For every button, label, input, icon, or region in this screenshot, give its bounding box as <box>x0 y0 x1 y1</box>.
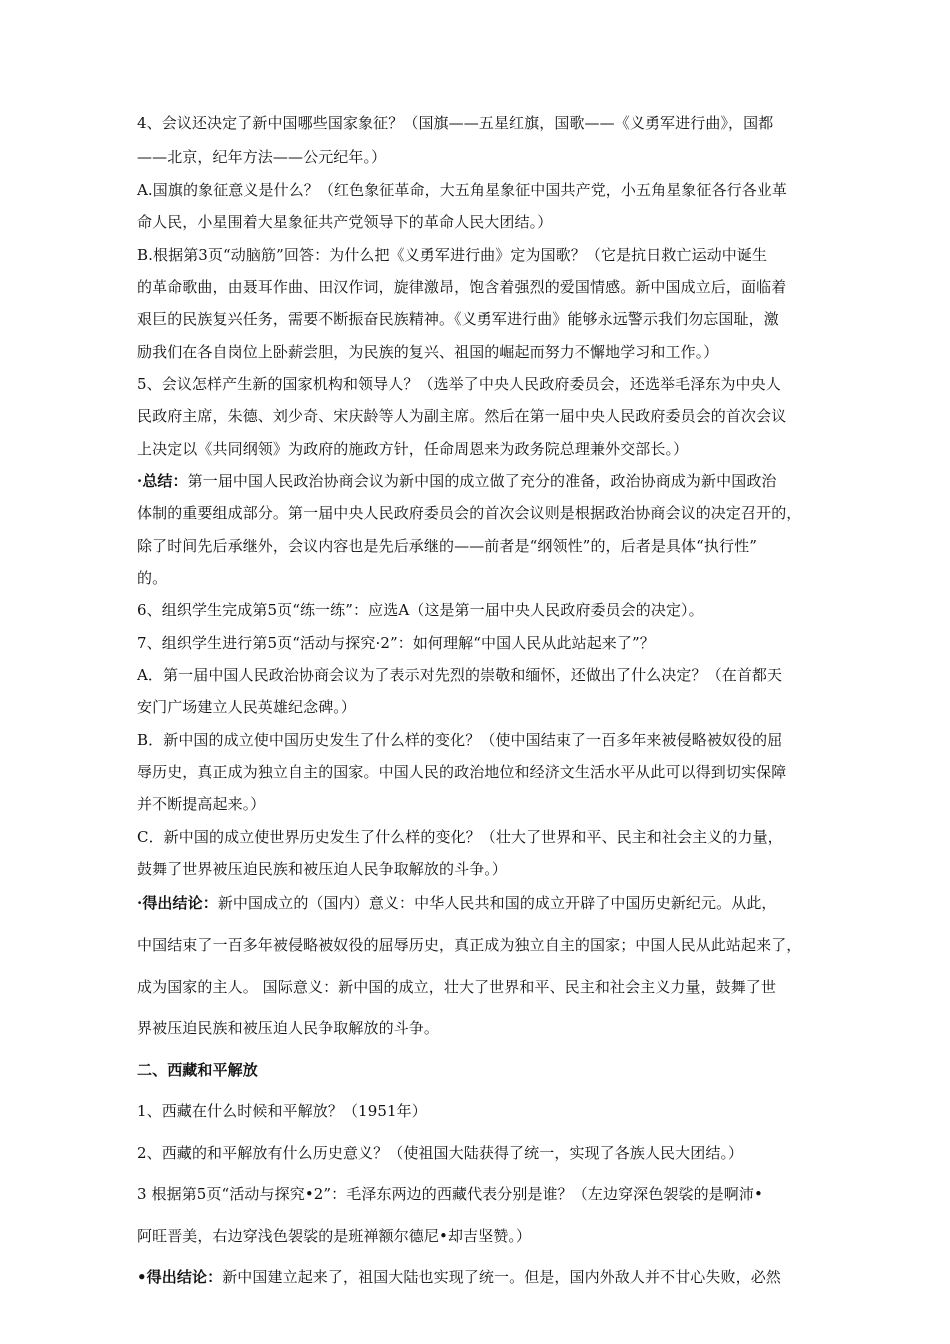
summary-line <box>137 471 867 491</box>
paragraph-line: B.根据第3页“动脑筋”回答：为什么把《义勇军进行曲》定为国歌？（它是抗日救亡运动中诞生 <box>137 246 768 264</box>
paragraph-line: 艰巨的民族复兴任务，需要不断振奋民族精神。《义勇军进行曲》能够永远警示我们勿忘国耻，激 <box>137 310 779 328</box>
paragraph-line: 4、会议还决定了新中国哪些国家象征？（国旗——五星红旗，国歌——《义勇军进行曲》，国都 <box>137 114 774 132</box>
paragraph-line: 的革命歌曲，由聂耳作曲、田汉作词，旋律激昂，饱含着强烈的爱国情感。新中国成立后，面临着 <box>137 278 787 296</box>
paragraph-line: 3 根据第5页“活动与探究•2”：毛泽东两边的西藏代表分别是谁？（左边穿深色袈裟的是啊沛• <box>137 1185 763 1203</box>
paragraph-line: 成为国家的主人。 国际意义：新中国的成立，壮大了世界和平、民主和社会主义力量，鼓舞了世 <box>137 978 777 996</box>
paragraph-line: 中国结束了一百多年被侵略被奴役的屈辱历史，真正成为独立自主的国家；中国人民从此站起来了， <box>137 936 802 954</box>
paragraph-line: 7、组织学生进行第5页“活动与探究·2”：如何理解“中国人民从此站起来了”？ <box>137 634 655 652</box>
paragraph-line: 除了时间先后承继外，会议内容也是先后承继的——前者是“纲领性”的，后者是具体“执行性” <box>137 537 757 555</box>
section-heading: 二、西藏和平解放 <box>137 1061 258 1079</box>
conclusion-line <box>137 893 867 913</box>
paragraph-line: ——北京，纪年方法——公元纪年。） <box>137 148 387 166</box>
paragraph-line: 安门广场建立人民英雄纪念碑。） <box>137 698 357 716</box>
conclusion-label: ·得出结论： <box>137 894 218 912</box>
paragraph-line: A．第一届中国人民政治协商会议为了表示对先烈的崇敬和缅怀，还做出了什么决定？（在首都天 <box>137 666 783 684</box>
paragraph-line: B．新中国的成立使中国历史发生了什么样的变化？（使中国结束了一百多年来被侵略被奴役的屈 <box>137 731 783 749</box>
paragraph-line: 2、西藏的和平解放有什么历史意义？（使祖国大陆获得了统一，实现了各族人民大团结。） <box>137 1144 744 1162</box>
paragraph-line: 鼓舞了世界被压迫民族和被压迫人民争取解放的斗争。） <box>137 860 508 878</box>
conclusion-line <box>137 1267 867 1287</box>
summary-text: 第一届中国人民政治协商会议为新中国的成立做了充分的准备，政治协商成为新中国政治 <box>187 472 777 490</box>
paragraph-line: 阿旺晋美，右边穿浅色袈裟的是班禅额尔德尼•却吉坚赞。） <box>137 1227 532 1245</box>
paragraph-line: 励我们在各自岗位上卧薪尝胆，为民族的复兴、祖国的崛起而努力不懈地学习和工作。） <box>137 343 719 361</box>
conclusion-label: •得出结论： <box>137 1268 223 1286</box>
paragraph-line: 辱历史，真正成为独立自主的国家。中国人民的政治地位和经济文生活水平从此可以得到切实保障 <box>137 763 787 781</box>
paragraph-line: C．新中国的成立使世界历史发生了什么样的变化？（壮大了世界和平、民主和社会主义的力量， <box>137 828 783 846</box>
paragraph-line: 体制的重要组成部分。第一届中央人民政府委员会的首次会议则是根据政治协商会议的决定召开的， <box>137 504 802 522</box>
paragraph-line: 6、组织学生完成第5页“练一练”：应选A（这是第一届中央人民政府委员会的决定）。 <box>137 601 704 619</box>
paragraph-line: 的。 <box>137 569 168 587</box>
summary-label: ·总结： <box>137 472 188 490</box>
paragraph-line: 5、会议怎样产生新的国家机构和领导人？（选举了中央人民政府委员会，还选举毛泽东为中央人 <box>137 375 781 393</box>
paragraph-line: 民政府主席，朱德、刘少奇、宋庆龄等人为副主席。然后在第一届中央人民政府委员会的首次会议 <box>137 407 787 425</box>
conclusion-text: 新中国成立的（国内）意义：中华人民共和国的成立开辟了中国历史新纪元。从此， <box>217 894 777 912</box>
paragraph-line: 1、西藏在什么时候和平解放？（1951年） <box>137 1102 427 1120</box>
conclusion-text: 新中国建立起来了，祖国大陆也实现了统一。但是，国内外敌人并不甘心失败，必然 <box>222 1268 781 1286</box>
paragraph-line: 上决定以《共同纲领》为政府的施政方针，任命周恩来为政务院总理兼外交部长。） <box>137 440 689 458</box>
paragraph-line: A.国旗的象征意义是什么？（红色象征革命，大五角星象征中国共产党，小五角星象征各行各业革 <box>137 181 788 199</box>
paragraph-line: 界被压迫民族和被压迫人民争取解放的斗争。 <box>137 1019 440 1037</box>
paragraph-line: 命人民，小星围着大星象征共产党领导下的革命人民大团结。） <box>137 213 553 231</box>
paragraph-line: 并不断提高起来。） <box>137 795 266 813</box>
